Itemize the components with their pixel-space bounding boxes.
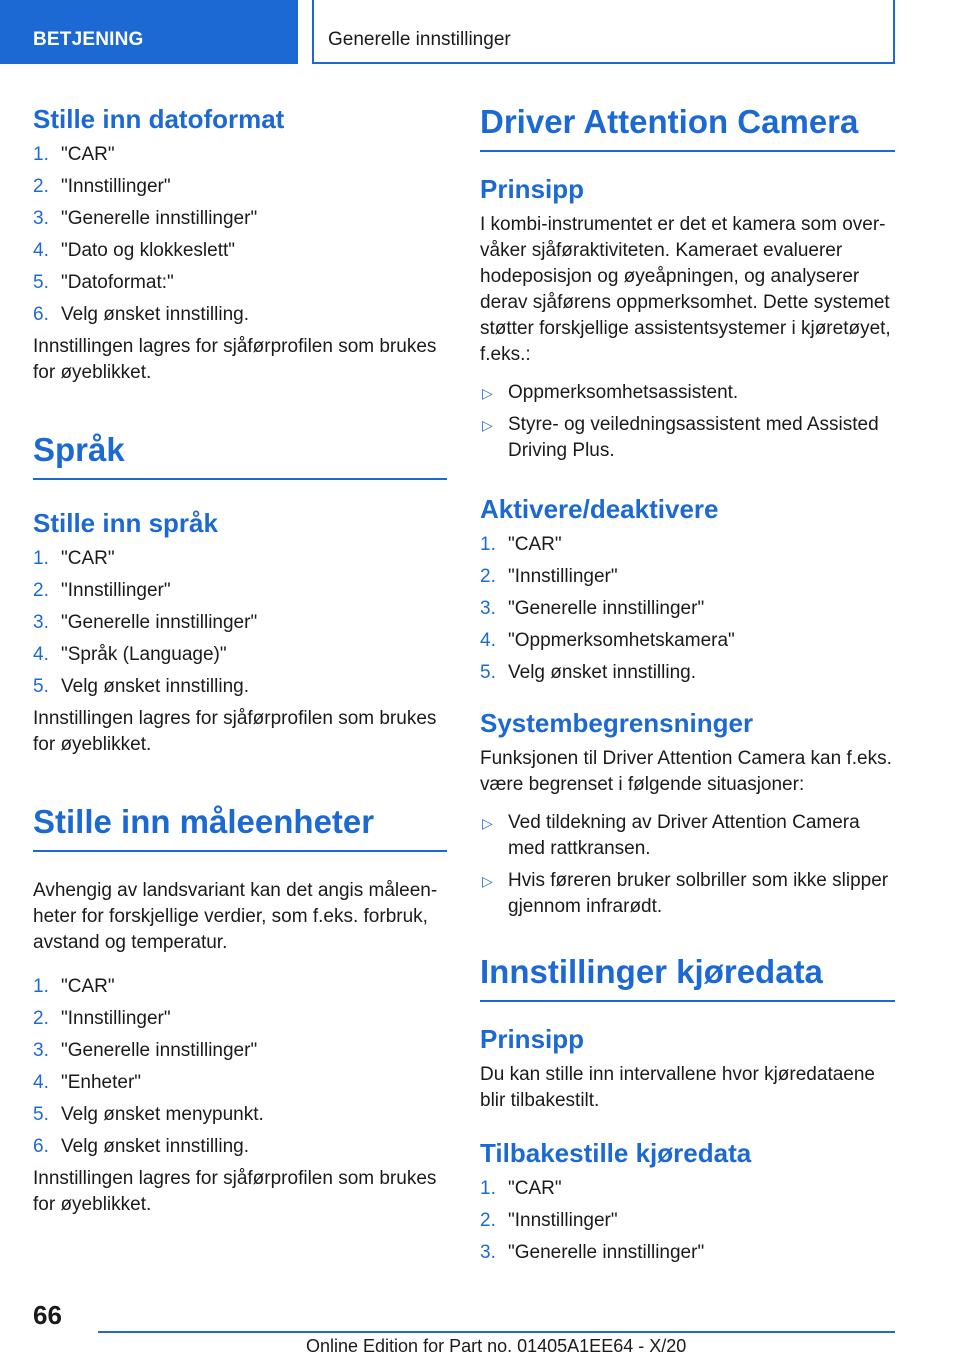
left-column [33,102,447,1218]
list-item: 4. "Oppmerksomhetskamera" [480,630,735,651]
list-item: 3. "Generelle innstillinger" [480,598,705,619]
page-number: 66 [33,1300,62,1330]
title-enheter: Stille inn måleenheter [33,802,447,852]
note-sprak: Innstillingen lagres for sjåførprofilen som brukes for øyeblikket. [33,708,437,755]
steps-enheter [33,974,447,1160]
list-item: 4. "Enheter" [33,1072,142,1093]
footer-edition: Online Edition for Part no. 01405A1EE64 - X/20 [306,1336,687,1356]
heading-system: Systembegrensninger [480,708,754,738]
list-item: 3. "Generelle innstillinger" [33,612,258,633]
list-item: 5. Velg ønsket innstilling. [480,662,696,683]
list-item: 2. "Innstillinger" [480,1210,618,1231]
text-prinsipp: I kombi-instrumentet er det et kamera som overvåker sjåføraktiviteten. Kameraet evaluerer hodeposisjon og øyeåpningen, og analyserer derav sjåførens oppmerksomhet. Dette systemet støtter forskjellige assistentsystemer i kjøretøyet, f.eks.: [480,214,891,365]
list-item: 1. "CAR" [33,976,115,997]
list-item: 5. "Datoformat:" [33,272,174,293]
list-item: 1. "CAR" [480,534,562,555]
list-item: 1. "CAR" [480,1178,562,1199]
triangle-bullet-icon: ▷ [482,417,493,433]
header-title: Generelle innstillinger [312,0,895,64]
list-item: 6. Velg ønsket innstilling. [33,304,249,325]
footer-divider [98,1331,895,1333]
text-system: Funksjonen til Driver Attention Camera kan f.eks. være begrenset i følgende situasjoner: [480,748,892,795]
list-item: 6. Velg ønsket innstilling. [33,1136,249,1157]
list-item: 4. "Dato og klokkeslett" [33,240,236,261]
steps-sprak [33,546,447,700]
title-sprak: Språk [33,430,447,480]
list-item: 3. "Generelle innstillinger" [480,1242,705,1263]
list-item: 2. "Innstillinger" [33,176,171,197]
list-item: ▷ Oppmerksomhetsassistent. [480,380,895,406]
heading-prinsipp: Prinsipp [480,174,585,204]
list-item: 5. Velg ønsket innstilling. [33,676,249,697]
list-item: 5. Velg ønsket menypunkt. [33,1104,264,1125]
right-column [480,102,895,1272]
list-item: 2. "Innstillinger" [33,1008,171,1029]
note-datoformat: Innstillingen lagres for sjåførprofilen som brukes for øyeblikket. [33,336,437,383]
triangle-bullet-icon: ▷ [482,815,493,831]
list-item: ▷ Styre- og veiledningsassistent med Assisted Driving Plus. [482,414,879,461]
heading-datoformat: Stille inn datoformat [33,104,285,134]
list-item: 3. "Generelle innstillinger" [33,208,258,229]
heading-sprak: Stille inn språk [33,508,218,538]
text-prinsipp-2: Du kan stille inn intervallene hvor kjøredataene blir tilbakestilt. [480,1064,875,1111]
bullets-prinsipp [480,380,895,464]
intro-enheter: Avhengig av landsvariant kan det angis måleenheter for forskjellige verdier, som f.eks. forbruk, avstand og temperatur. [33,880,438,953]
steps-aktivere [480,532,895,686]
header-section-tab: BETJENING [0,0,298,64]
list-item: ▷ Ved tildekning av Driver Attention Camera med rattkransen. [482,812,860,859]
list-item: ▷ Hvis føreren bruker solbriller som ikke slipper gjennom infrarødt. [482,870,889,917]
list-item: 3. "Generelle innstillinger" [33,1040,258,1061]
list-item: 1. "CAR" [33,144,115,165]
bullets-system [480,810,895,920]
list-item: 2. "Innstillinger" [480,566,618,587]
heading-prinsipp-2: Prinsipp [480,1024,585,1054]
list-item: 4. "Språk (Language)" [33,644,227,665]
title-camera: Driver Attention Camera [480,102,895,152]
triangle-bullet-icon: ▷ [482,873,493,889]
steps-tilbakestille [480,1176,895,1266]
note-enheter: Innstillingen lagres for sjåførprofilen som brukes for øyeblikket. [33,1168,437,1215]
heading-aktivere: Aktivere/deaktivere [480,494,719,524]
title-kjoredata: Innstillinger kjøredata [480,952,895,1002]
heading-tilbakestille: Tilbakestille kjøredata [480,1138,752,1168]
list-item: 1. "CAR" [33,548,115,569]
list-item: 2. "Innstillinger" [33,580,171,601]
steps-datoformat [33,142,447,328]
triangle-bullet-icon: ▷ [482,385,493,401]
